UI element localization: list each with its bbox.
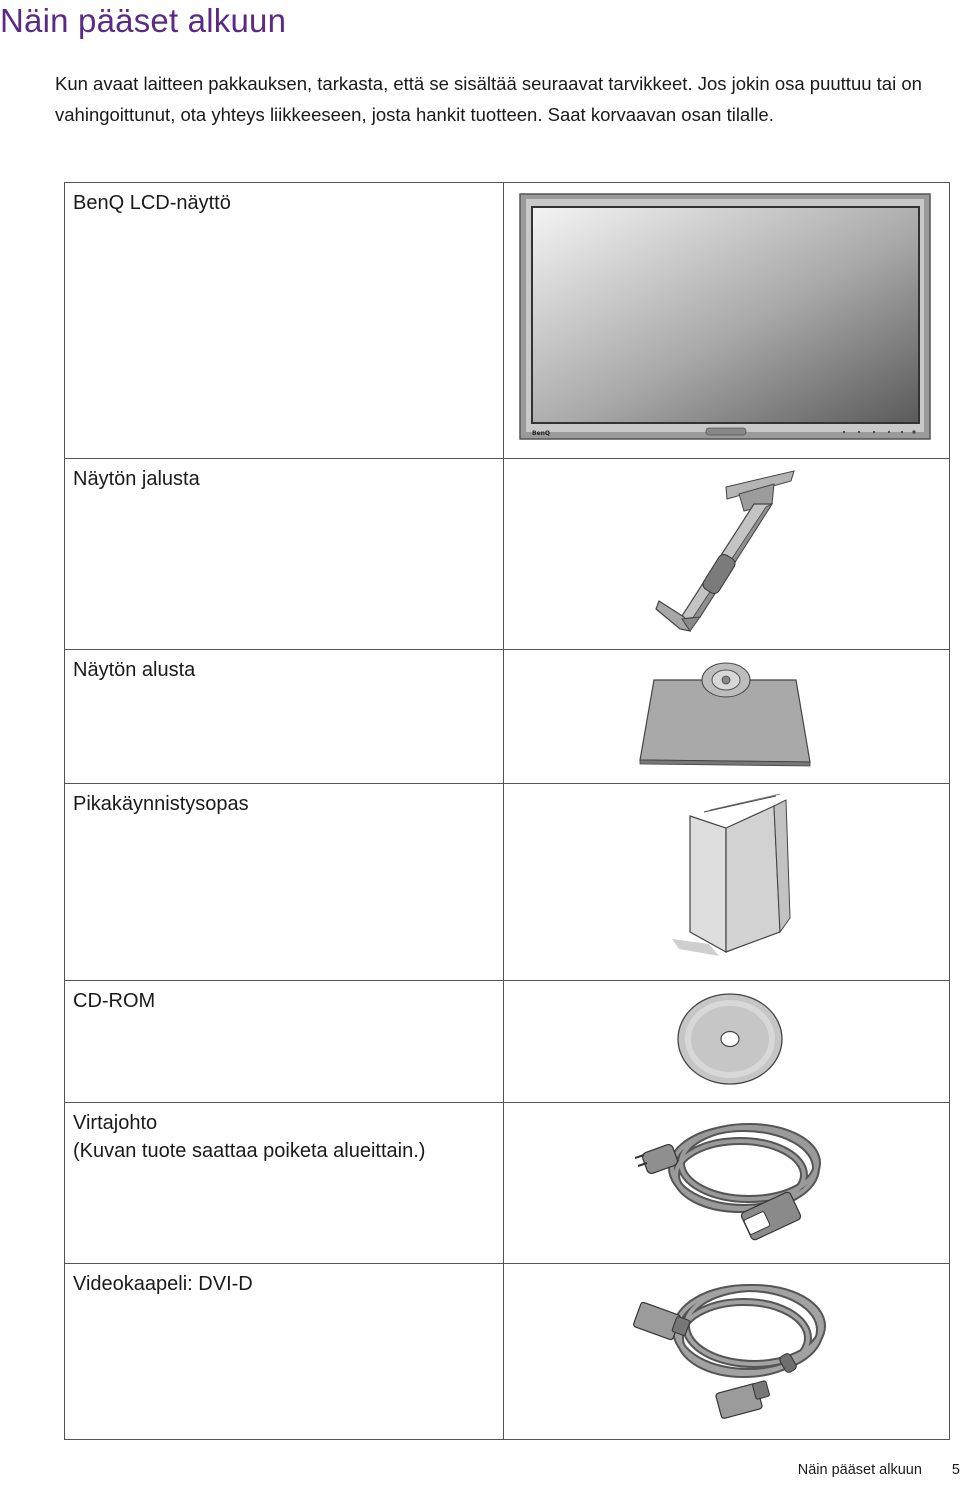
intro-paragraph: Kun avaat laitteen pakkauksen, tarkasta, että se sisältää seuraavat tarvikkeet. Jos jokin osa puuttuu tai on vahingoittunut, ota yhteys liikkeeseen, josta hankit tuotteen. Saat korvaavan osan tilalle. [55, 73, 922, 125]
item-image-cell [504, 784, 950, 981]
item-image-cell [504, 183, 950, 459]
item-label: BenQ LCD-näyttö [65, 183, 504, 459]
table-row [65, 981, 950, 1103]
lcd-monitor-icon [504, 183, 949, 458]
item-image-cell [504, 459, 950, 650]
page-title: Näin pääset alkuun [0, 2, 287, 39]
power-cord-icon [504, 1103, 949, 1263]
item-image-cell [504, 650, 950, 784]
monitor-stand-arm-icon [504, 459, 949, 649]
item-label-cell [65, 1103, 504, 1264]
item-image-cell [504, 981, 950, 1103]
item-image-cell [504, 1103, 950, 1264]
cd-disc-icon [504, 981, 949, 1102]
item-label: Pikakäynnistysopas [65, 784, 504, 981]
item-label: Näytön jalusta [65, 459, 504, 650]
item-label: Virtajohto [73, 1112, 158, 1134]
brand-logo-text: BenQ [532, 430, 551, 437]
table-row [65, 784, 950, 981]
folded-quick-guide-icon [504, 784, 949, 980]
table-row [65, 1103, 950, 1264]
item-label: CD-ROM [65, 981, 504, 1103]
item-label: Näytön alusta [65, 650, 504, 784]
table-row [65, 183, 950, 459]
item-image-cell [504, 1264, 950, 1440]
page-number: 5 [951, 1462, 960, 1478]
dvi-cable-icon [504, 1264, 949, 1439]
footer-section-title: Näin pääset alkuun [797, 1462, 922, 1478]
item-label: Videokaapeli: DVI-D [65, 1264, 504, 1440]
table-row [65, 459, 950, 650]
page-footer [798, 1462, 960, 1478]
monitor-base-icon [504, 650, 949, 783]
table-row [65, 650, 950, 784]
package-contents-table [64, 182, 950, 1440]
table-row [65, 1264, 950, 1440]
item-note: (Kuvan tuote saattaa poiketa alueittain.) [73, 1140, 426, 1162]
